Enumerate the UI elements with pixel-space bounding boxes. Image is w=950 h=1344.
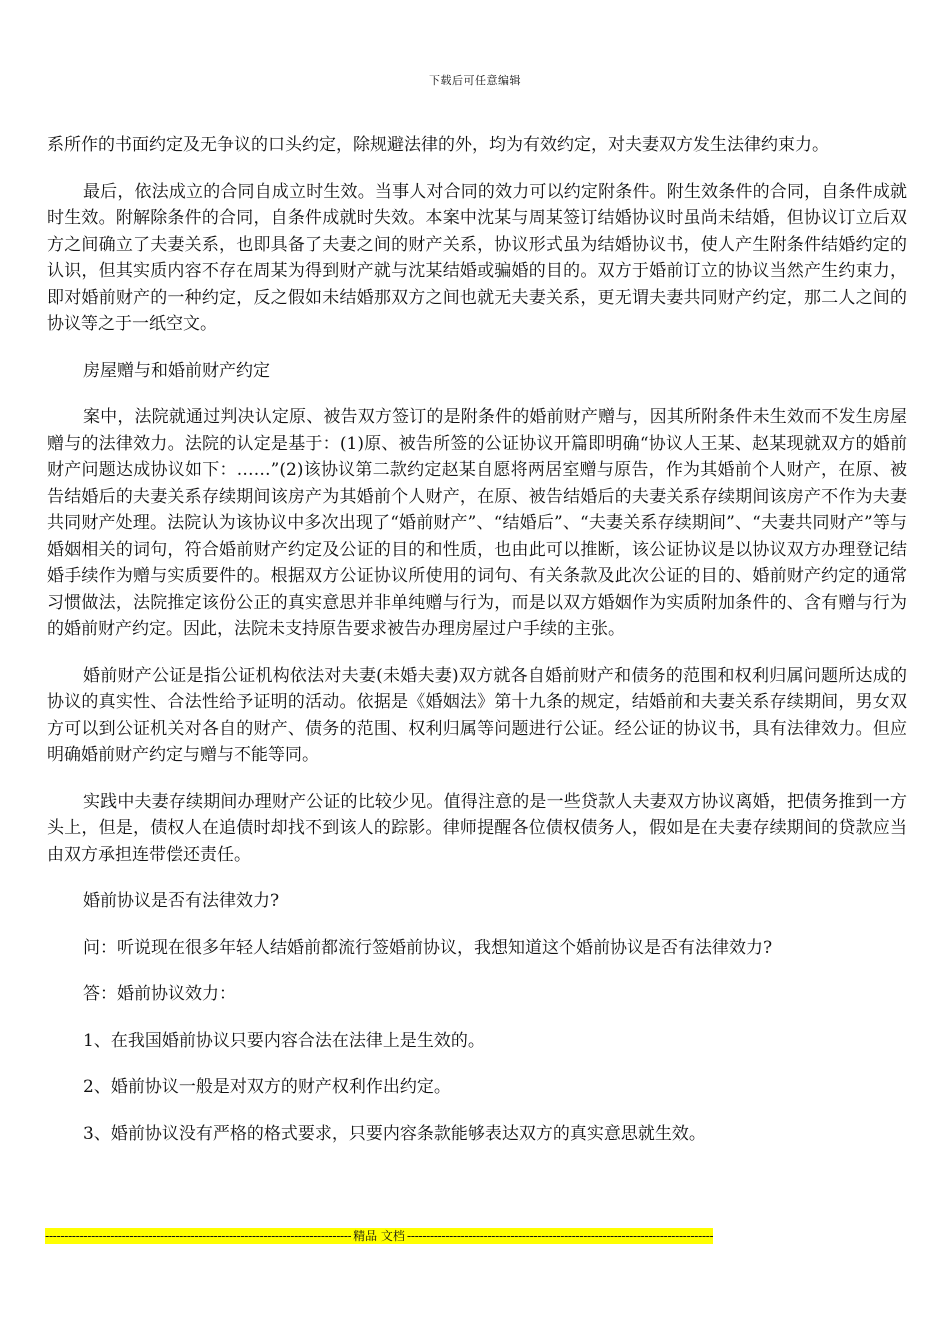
footer-dash-right <box>407 1228 713 1244</box>
list-item-1: 1、在我国婚前协议只要内容合法在法律上是生效的。 <box>83 1030 485 1051</box>
answer-paragraph: 答：婚前协议效力： <box>83 984 236 1004</box>
paragraph-contract-effect: 最后，依法成立的合同自成立时生效。当事人对合同的效力可以约定附条件。附生效条件的合同，自条件成就时生效。附解除条件的合同，自条件成就时失效。本案中沈某与周某签订结婚协议时虽尚未结婚，但协议订立后双方之间确立了夫妻关系，也即具备了夫妻之间的财产关系，协议形式虽为结婚协议书，使人产生附条件结婚约定的认识，但其实质内容不存在周某为得到财产就与沈某结婚或骗婚的目的。双方于婚前订立的协议当然产生约束力，即对婚前财产的一种约定，反之假如未结婚那双方之间也就无夫妻关系，更无谓夫妻共同财产约定，那二人之间的协议等之于一纸空文。 <box>47 181 907 334</box>
section-heading-prenup: 婚前协议是否有法律效力? <box>83 891 280 911</box>
question-paragraph: 问：听说现在很多年轻人结婚前都流行签婚前协议，我想知道这个婚前协议是否有法律效力? <box>83 937 773 958</box>
paragraph-court-case: 案中，法院就通过判决认定原、被告双方签订的是附条件的婚前财产赠与，因其所附条件未生效而不发生房屋赠与的法律效力。法院的认定是基于：(1)原、被告所签的公证协议开篇即明确“协议人王某、赵某现就双方的婚前财产问题达成协议如下：……”(2)该协议第二款约定赵某自愿将两居室赠与原告，作为其婚前个人财产，在原、被告结婚后的夫妻关系存续期间该房产为其婚前个人财产，在原、被告结婚后的夫妻关系存续期间该房产不作为夫妻共同财产处理。法院认为该协议中多次出现了“婚前财产”、“结婚后”、“夫妻关系存续期间”、“夫妻共同财产”等与婚姻相关的词句，符合婚前财产约定及公证的目的和性质，也由此可以推断，该公证协议是以协议双方办理登记结婚手续作为赠与实质要件的。根据双方公证协议所使用的词句、有关条款及此次公证的目的、婚前财产约定的通常习惯做法，法院推定该份公正的真实意思并非单纯赠与行为，而是以双方婚姻作为实质附加条件的、含有赠与行为的婚前财产约定。因此，法院未支持原告要求被告办理房屋过户手续的主张。 <box>47 407 907 639</box>
paragraph-notarization: 婚前财产公证是指公证机构依法对夫妻(未婚夫妻)双方就各自婚前财产和债务的范围和权利归属问题所达成的协议的真实性、合法性给予证明的活动。依据是《婚姻法》第十九条的规定，结婚前和夫妻关系存续期间，男女双方可以到公证机关对各自的财产、债务的范围、权利归属等问题进行公证。经公证的协议书，具有法律效力。但应明确婚前财产约定与赠与不能等同。 <box>47 665 907 765</box>
footer-label: 精品 文档 <box>353 1229 405 1243</box>
document-body <box>47 132 907 1167</box>
page-header: 下载后可任意编辑 <box>429 74 521 87</box>
list-item-3: 3、婚前协议没有严格的格式要求，只要内容条款能够表达双方的真实意思就生效。 <box>83 1123 706 1144</box>
paragraph-continuation: 系所作的书面约定及无争议的口头约定，除规避法律的外，均为有效约定，对夫妻双方发生法律约束力。 <box>47 135 829 155</box>
paragraph-practice: 实践中夫妻存续期间办理财产公证的比较少见。值得注意的是一些贷款人夫妻双方协议离婚，把债务推到一方头上，但是，债权人在追债时却找不到该人的踪影。律师提醒各位债权债务人，假如是在夫妻存续期间的贷款应当由双方承担连带偿还责任。 <box>47 791 907 865</box>
section-heading-house-gift: 房屋赠与和婚前财产约定 <box>83 360 270 381</box>
footer-dash-left <box>45 1228 351 1244</box>
list-item-2: 2、婚前协议一般是对双方的财产权利作出约定。 <box>83 1077 451 1097</box>
footer-banner <box>45 1228 713 1244</box>
